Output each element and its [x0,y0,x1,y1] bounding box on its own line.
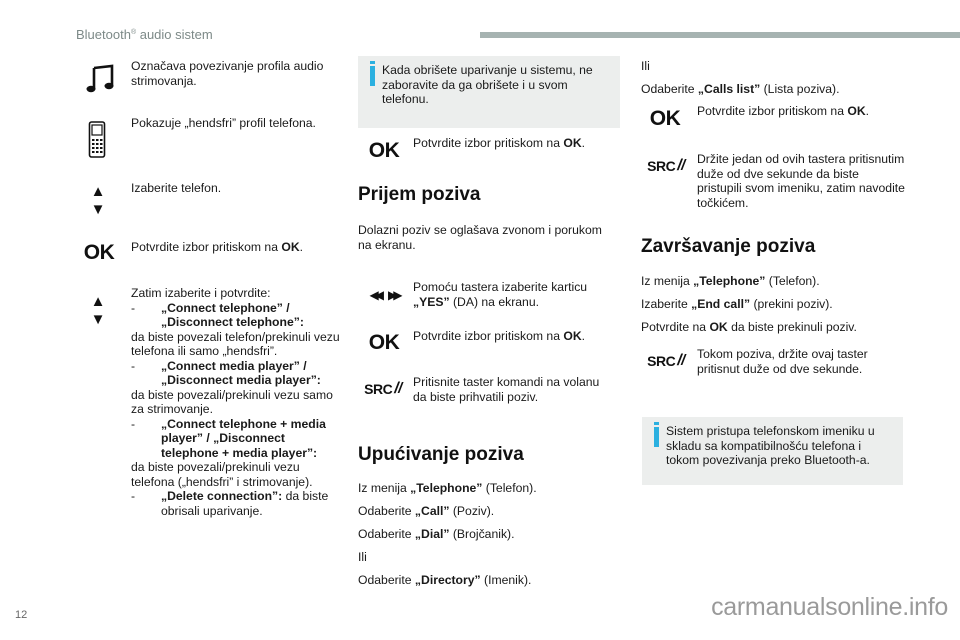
text-part: Iz menija [641,274,694,288]
text-part: (Lista poziva). [760,82,840,96]
src-label: SRC [364,380,393,397]
incoming-call-text: Dolazni poziv se oglašava zvonom i porukom na ekranu. [358,223,602,252]
phone-icon [86,118,108,160]
or-text: Ili [358,550,367,564]
text-part: (prekini poziv). [750,297,833,311]
text-part: (Poziv). [449,504,495,518]
heading-incoming-call: Prijem poziva [358,184,481,205]
watermark: carmanualsonline.info [711,593,948,621]
text-part: Potvrdite izbor pritiskom na [697,104,848,118]
slash: / [677,156,682,174]
select-directory-text [358,573,531,588]
forward-icon: ▶▶ [388,287,399,302]
dash: - [131,300,136,315]
text-part: . [299,240,304,254]
directory-bold: „Directory” [414,573,481,587]
yes-bold: „YES” [413,294,450,309]
section-title [76,26,213,43]
handset-icon: / [681,156,685,174]
dash: - [131,489,136,503]
dash: - [131,416,136,431]
text-part: (Telefon). [482,481,537,495]
select-calls-list-text [641,82,839,97]
select-end-call-text [641,297,833,312]
text-part: Odaberite [358,504,415,518]
slash: / [394,379,399,397]
text-part: (DA) na ekranu. [449,294,539,309]
dial-bold: „Dial” [414,527,450,541]
connection-options [131,286,341,518]
list-item [131,300,341,359]
heading-end-call: Završavanje poziva [641,236,816,257]
ok-button-icon: OK [83,240,115,264]
text-part: (Imenik). [480,573,532,587]
options-list [131,301,341,519]
info-icon [370,66,375,86]
option-desc: da biste povezali/prekinuli vezu samo za strimovanje. [131,387,333,416]
src-phone-button-icon [641,350,691,372]
option-desc: da biste povezali/prekinuli vezu telefona („hendsfri” i strimovanje). [131,460,313,489]
text-part: Potvrdite izbor pritiskom na [413,136,564,150]
select-yes-text [413,280,613,309]
or-text: Ili [641,59,650,73]
text-part: Pomoću tastera izaberite karticu [413,280,588,294]
options-intro: Zatim izaberite i potvrdite: [131,286,271,300]
up-down-arrows-icon [88,292,108,330]
option-desc: da biste obrisali uparivanje. [161,489,329,518]
heading-making-call: Upućivanje poziva [358,444,524,465]
up-arrow-icon: ▲ [90,183,106,200]
text-part: Odaberite [358,573,415,587]
audio-profile-text: Označava povezivanje profila audio strimovanja. [131,59,324,88]
rewind-icon: ◀◀ [369,287,380,302]
ok-button-icon: OK [368,330,400,354]
text-part: Iz menija [358,481,411,495]
menu-telephone-text [641,274,820,289]
confirm-ok-text [697,104,907,119]
select-phone-text: Izaberite telefon. [131,181,222,195]
option-label: „Connect telephone” / „Disconnect telephone”: [161,300,304,329]
select-dial-text [358,527,514,542]
option-desc: da biste povezali telefon/prekinuli vezu telefona ili samo „hendsfri”. [131,329,340,358]
text-part: (Telefon). [765,274,820,288]
page-number: 12 [15,609,28,621]
option-label: „Connect media player” / „Disconnect media player”: [161,358,321,387]
ok-bold: OK [709,320,728,334]
ok-bold: OK [847,104,866,118]
info-box-delete-pairing [358,56,620,128]
up-down-arrows-icon [88,182,108,220]
up-arrow-icon: ▲ [90,293,106,310]
call-bold: „Call” [414,504,450,518]
ok-bold: OK [563,136,582,150]
info-text: Kada obrišete uparivanje u sistemu, ne zaboravite da ga obrišete i u svom telefonu. [382,63,593,106]
music-note-icon [84,62,116,96]
end-call-bold: „End call” [691,297,751,311]
option-label: „Delete connection”: [161,489,283,503]
src-phone-button-icon [358,378,408,400]
text-part: . [581,136,586,150]
telephone-bold: „Telephone” [410,481,483,495]
list-item [131,489,341,518]
end-call-hold-text: Tokom poziva, držite ovaj taster pritisnut duže od dve sekunde. [697,347,868,376]
text-part: . [581,329,586,343]
access-directory-text: Držite jedan od ovih tastera pritisnutim duže od dve sekunde da biste pristupili svom imeniku, zatim navodite točkićem. [697,152,905,210]
down-arrow-icon: ▼ [90,311,106,328]
accept-call-text: Pritisnite taster komandi na volanu da biste prihvatili poziv. [413,375,600,404]
confirm-ok-text [413,136,623,151]
rewind-forward-icon [360,284,408,306]
handset-icon: / [681,351,685,369]
confirm-ok-text [413,329,623,344]
list-item [131,358,341,417]
handsfree-profile-text: Pokazuje „hendsfri” profil telefona. [131,116,316,130]
text-part: . [865,104,870,118]
text-part: da biste prekinuli poziv. [727,320,857,334]
text-part: Izaberite [641,297,692,311]
ok-button-icon: OK [649,106,681,130]
text-part: Odaberite [641,82,698,96]
calls-list-bold: „Calls list” [697,82,761,96]
text-part: Potvrdite na [641,320,710,334]
registered-mark: ® [130,29,137,36]
confirm-end-text [641,320,857,335]
info-box-phonebook [642,417,903,485]
telephone-bold: „Telephone” [693,274,766,288]
ok-bold: OK [563,329,582,343]
text-part: Odaberite [358,527,415,541]
info-icon [654,427,659,447]
src-label: SRC [647,157,676,174]
list-item [131,416,341,490]
section-title-main: Bluetooth [76,27,131,42]
src-label: SRC [647,352,676,369]
confirm-ok-text [131,240,341,255]
ok-button-icon: OK [368,138,400,162]
select-call-text [358,504,494,519]
ok-bold: OK [281,240,300,254]
down-arrow-icon: ▼ [90,201,106,218]
text-part: (Brojčanik). [449,527,515,541]
dash: - [131,358,136,373]
handset-icon: / [398,379,402,397]
menu-telephone-text [358,481,537,496]
text-part: Potvrdite izbor pritiskom na [131,240,282,254]
section-title-rest: audio sistem [136,27,213,42]
option-label: „Connect telephone + media player” / „Disconnect telephone + media player”: [161,416,326,460]
slash: / [677,351,682,369]
info-text: Sistem pristupa telefonskom imeniku u skladu sa kompatibilnošću telefona i tokom povezivanja preko Bluetooth-a. [666,424,875,467]
header-bar [480,32,960,38]
text-part: Potvrdite izbor pritiskom na [413,329,564,343]
src-phone-button-icon [641,155,691,177]
